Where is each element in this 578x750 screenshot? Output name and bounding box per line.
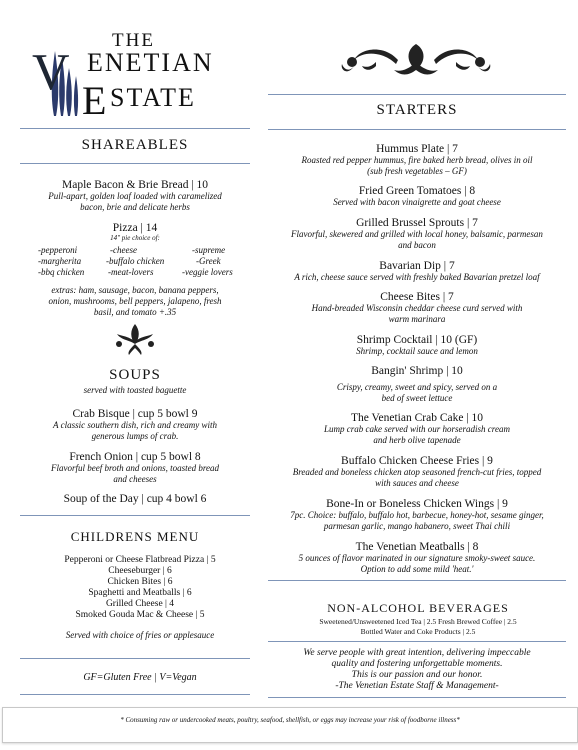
topping: -Greek [196,256,221,266]
extras-line: basil, and tomato +.35 [93,307,177,317]
starter-item [268,365,566,404]
item-title: The Venetian Crab Cake | 10 [350,412,484,424]
pizza-item [20,222,250,243]
item-title: Bangin' Shrimp | 10 [371,365,463,377]
maple-bacon-item [20,179,250,213]
logo-the: THE [112,30,155,51]
mission-statement [268,648,566,692]
item-desc: Shrimp, cocktail sauce and lemon [356,346,478,356]
kids-item: Chicken Bites | 6 [107,577,173,587]
item-desc: Roasted red pepper hummus, fire baked herb bread, olives in oil [301,155,533,165]
divider [20,515,250,516]
topping: -meat-lovers [108,267,154,277]
item-desc: warm marinara [388,314,446,324]
item-desc: with sauces and cheese [375,478,459,488]
item-desc: bed of sweet lettuce [381,393,453,403]
item-desc: Flavorful beef broth and onions, toasted bread [50,463,220,473]
item-title: French Onion | cup 5 bowl 8 [69,451,201,463]
item-desc: Pull-apart, golden loaf loaded with caramelized [48,191,222,201]
item-desc: A rich, cheese sauce served with freshly baked Bavarian pretzel loaf [294,272,540,282]
starter-item [268,412,566,446]
starter-item [268,143,566,177]
item-desc: 5 ounces of flavor marinated in our signature smoky-sweet sauce. [298,553,536,563]
kids-item: Pepperoni or Cheese Flatbread Pizza | 5 [64,555,216,565]
divider [20,694,250,695]
mission-line: This is our passion and our honor. [351,670,483,680]
item-title: Crab Bisque | cup 5 bowl 9 [72,408,198,420]
item-desc: bacon, brie and delicate herbs [80,202,190,212]
topping: -pepperoni [38,245,78,255]
item-desc: Breaded and boneless chicken atop seasoned french-cut fries, topped [292,467,542,477]
item-title: Soup of the Day | cup 4 bowl 6 [63,493,207,505]
divider [20,658,250,659]
item-desc: Option to add some mild 'heat.' [360,564,474,574]
item-title: Grilled Brussel Sprouts | 7 [356,217,478,229]
shareables-heading: SHAREABLES [81,137,189,153]
item-title: Cheese Bites | 7 [380,291,454,303]
item-desc: parmesan garlic, mango habanero, sweet Thai chili [323,521,511,531]
logo-state: STATE [110,83,196,112]
item-desc: Crispy, creamy, sweet and spicy, served on a [336,382,498,392]
top-flourish-ornament-icon [336,40,496,80]
mission-line: We serve people with great intention, delivering impeccable [303,648,531,658]
starter-item [268,334,566,357]
mission-signature: -The Venetian Estate Staff & Management- [335,681,499,691]
beverages-heading: NON-ALCOHOL BEVERAGES [327,601,509,615]
starter-item [268,498,566,532]
item-title: Bavarian Dip | 7 [379,260,455,272]
item-desc: generous lumps of crab. [91,431,179,441]
kids-item: Grilled Cheese | 4 [105,599,175,609]
item-title: Bone-In or Boneless Chicken Wings | 9 [326,498,508,510]
item-desc: (sub fresh vegetables – GF) [367,166,467,176]
topping: -veggie lovers [182,267,233,277]
topping: -margherita [38,256,82,266]
item-desc: A classic southern dish, rich and creamy with [53,420,217,430]
starter-item [268,260,566,283]
pizza-choice-label: 14" pie choice of: [110,234,160,242]
disclaimer-box [2,707,578,743]
starter-item [268,291,566,325]
item-title: Buffalo Chicken Cheese Fries | 9 [341,455,493,467]
soups-subtitle [20,385,250,396]
french-onion-item [20,451,250,485]
item-desc: Lump crab cake served with our horseradish cream [324,424,510,434]
logo-enetian: ENETIAN [87,48,214,77]
mission-line: quality and fostering unforgettable moments. [331,659,503,669]
diet-legend: GF=Gluten Free | V=Vegan [83,672,197,683]
starter-item [268,217,566,251]
item-desc: and herb olive tapenade [373,435,461,445]
divider [268,94,566,95]
childrens-note: Served with choice of fries or applesauce [65,630,215,640]
venetian-estate-logo [30,28,230,123]
childrens-list [30,555,250,621]
item-title: Hummus Plate | 7 [376,143,458,155]
divider [268,580,566,581]
extras-line: extras: ham, sausage, bacon, banana peppers, [51,285,219,295]
divider [268,129,566,130]
item-desc: and cheeses [113,474,157,484]
item-title: Fried Green Tomatoes | 8 [358,185,476,197]
item-desc: Flavorful, skewered and grilled with local honey, balsamic, parmesan [291,229,543,239]
topping: -supreme [192,245,226,255]
item-title: Maple Bacon & Brie Bread | 10 [61,179,208,191]
item-desc: Hand-breaded Wisconsin cheddar cheese curd served with [311,303,523,313]
fleur-ornament-icon [111,322,159,356]
topping: -buffalo chicken [106,256,165,266]
divider [268,641,566,642]
starter-item [268,541,566,575]
logo-v: V [32,44,70,101]
crab-bisque-item [20,408,250,442]
pizza-extras [20,285,250,318]
topping: -cheese [110,245,137,255]
soup-of-day-item [20,493,250,505]
item-title: Pizza | 14 [112,222,158,234]
starter-item [268,185,566,208]
starters-heading: STARTERS [376,102,458,118]
logo-e: E [82,78,107,123]
item-title: Shrimp Cocktail | 10 (GF) [356,334,478,346]
soups-heading: SOUPS [109,367,161,383]
divider [268,697,566,698]
item-desc: Served with bacon vinaigrette and goat cheese [333,197,501,207]
starter-item [268,455,566,489]
beverages-line: Sweetened/Unsweetened Iced Tea | 2.5 Fresh Brewed Coffee | 2.5 [319,617,517,626]
beverages-line: Bottled Water and Coke Products | 2.5 [360,627,476,636]
extras-line: onion, mushrooms, bell peppers, jalapeno, fresh [48,296,222,306]
kids-item: Smoked Gouda Mac & Cheese | 5 [75,610,205,620]
kids-item: Cheeseburger | 6 [108,566,172,576]
childrens-heading: CHILDRENS MENU [70,529,200,544]
topping: -bbq chicken [38,267,85,277]
divider [20,163,250,164]
kids-item: Spaghetti and Meatballs | 6 [88,588,192,598]
disclaimer-text: * Consuming raw or undercooked meats, poultry, seafood, shellfish, or eggs may increase your risk of foodborne illness* [120,716,460,724]
item-desc: and bacon [398,240,436,250]
item-desc: 7pc. Choice: buffalo, buffalo hot, barbecue, honey-hot, sesame ginger, [290,510,544,520]
soups-subtitle-text: served with toasted baguette [83,385,187,395]
divider [20,128,250,129]
item-title: The Venetian Meatballs | 8 [355,541,479,553]
